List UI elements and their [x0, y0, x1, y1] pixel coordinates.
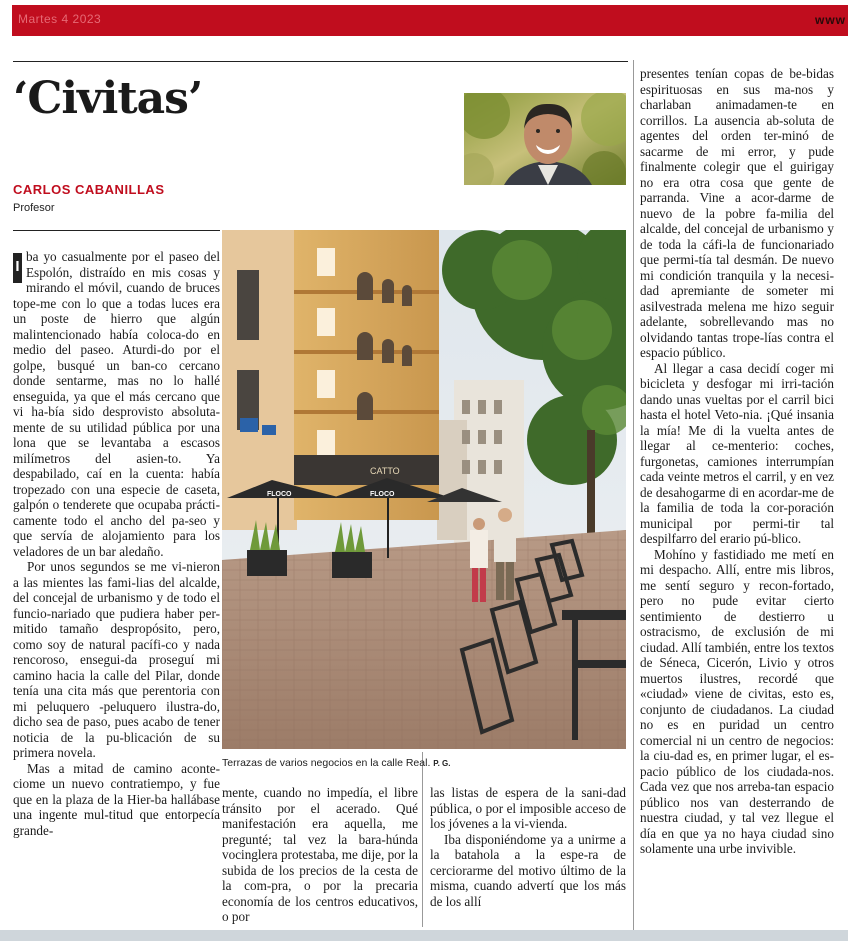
umbrella-text: FLOCO — [267, 491, 292, 498]
column-rule — [13, 230, 220, 231]
paragraph: Al llegar a casa decidí coger mi bicicleta y desfogar mi irri-tación dando unas vueltas por el carril bici hasta el hotel Veto-nia. ¡Qué insania la mía! Me di la vuelta antes de llegar al ce-menterio: coches, furgonetas, camiones interrumpían cada veinte metros el carril, y en vez de desahogarme di en acordar-me de la familia de toda la cor-poración municipal por permi-tir tal despilfarro del erario pú-blico. — [640, 360, 834, 546]
umbrella-text: FLOCO — [370, 491, 395, 498]
column-2 — [222, 785, 418, 925]
street-photo — [222, 230, 626, 749]
web-address: www — [814, 13, 846, 27]
photo-caption — [222, 757, 626, 769]
issue-date: Martes 4 2023 — [18, 12, 102, 26]
paragraph: I ba yo casualmente por el paseo del Espolón, distraído en mis cosas y mirando el móvil, cuando de bruces tope-me con lo que a todas luces era un poste de hierro que algún malintencionado había coloca-do en medio del paseo. Aturdi-do por el golpe, busqué un ban-co cercano donde sentarme, mas no lo hallé enseguida, ya que el más cercano que vi ha-bía sido desprovisto absoluta-mente de su utilidad pública por una lona que se levantaba a escasos milímetros del asien-to. Ya despabilado, caí en la cuenta: había tropezado con una especie de caseta, galpón o tenderete que ocupaba prácti-camente todo el ancho del pa-seo y que servía de alojamiento para los veladores de un bar aledaño. — [13, 249, 220, 559]
column-1 — [13, 249, 220, 838]
photo-credit: P. G. — [433, 759, 451, 768]
header-rule — [13, 61, 628, 62]
paragraph: Iba disponiéndome ya a unirme a la batahola a la espe-ra de cerciorarme del motivo último de la misma, cuando advertí que los más de los allí — [430, 831, 626, 909]
paragraph: mente, cuando no impedía, el libre tránsito por el acerado. Qué manifestación era aquella, me pregunté; tal vez la bara-húnda vocinglera protestaba, me dije, por la subida de los precios de la cesta de la com-pra, o por la precaria economía de los centros educativos, o por — [222, 785, 418, 924]
column-divider — [422, 752, 423, 927]
column-3 — [430, 785, 626, 909]
article-title: ‘Civitas’ — [13, 73, 203, 124]
caption-text: Terrazas de varios negocios en la calle Real. — [222, 757, 431, 769]
top-banner — [12, 5, 848, 36]
paragraph: Mohíno y fastidiado me metí en mi despacho. Allí, entre mis libros, me sentí seguro y recon-fortado, pero no pude evitar cierto sentimiento de destierro u ostracismo, de exclusión de mi ciudad. Allí también, entre los textos de Séneca, Cicerón, Livio y otros muertos ilustres, recordé que «ciudad» viene de civitas, esto es, conjunto de ciudadanos. La ciudad no es en puridad un centro comercial ni un centro de negocios: la ciu-dad es, en primer lugar, el es-pacio público de los ciudada-nos. Cada vez que nos arreba-tan espacio público nos van desterrando de nuestra ciudad, y tal vez llegue el día en que ya no haya ciudad sino solamente una urbe invivible. — [640, 546, 834, 856]
drop-cap: I — [13, 253, 22, 283]
author-name: CARLOS CABANILLAS — [13, 182, 165, 197]
page-footer — [0, 930, 848, 941]
author-role: Profesor — [13, 202, 55, 214]
paragraph: las listas de espera de la sani-dad pública, o por el imposible acceso de los jóvenes a la vi-vienda. — [430, 785, 626, 831]
paragraph: presentes tenían copas de be-bidas espirituosas en sus ma-nos y charlaban animadamen-te en corrillos. La ausencia ab-soluta de agentes del orden ter-minó de sacarme de mi error, y pude finalmente colegir que el guirigay no era otra cosa que gente de parranda. Vine a acor-darme de nuevo de la pobre fa-milia del alcalde, del concejal de urbanismo y de toda la cáfi-la de funcionariado que permi-tía tal desmán. De nuevo mi condición tranquila y la necesi-dad apremiante de someter mi asilvestrada melena me hizo seguir adelante, sobrellevando mas no olvidando tantas trope-lías contra el espacio público. — [640, 66, 834, 360]
paragraph: Por unos segundos se me vi-nieron a las mientes las fami-lias del alcalde, del concejal de urbanismo y de todo el funcio-nariado que pudiera haber per-mitido tamaño despropósito, pero, como soy de natural pacífi-co y nada rencoroso, ensegui-da proseguí mi camino hacia la calle del Pilar, donde tenía una cita más que perentoria con mi peluquero -peluquero ilustra-do, dicho sea de paso, pues acabo de tener noticia de la pu-blicación de su primera novela. — [13, 559, 220, 760]
column-4 — [640, 66, 834, 857]
store-sign: CATTO — [370, 466, 400, 476]
column-divider — [633, 60, 634, 930]
paragraph: Mas a mitad de camino aconte-ciome un nuevo contratiempo, y fue que en la plaza de la Hier-ba hallábase una ingente mul-titud que entorpecía grande- — [13, 760, 220, 838]
author-portrait — [464, 93, 626, 185]
